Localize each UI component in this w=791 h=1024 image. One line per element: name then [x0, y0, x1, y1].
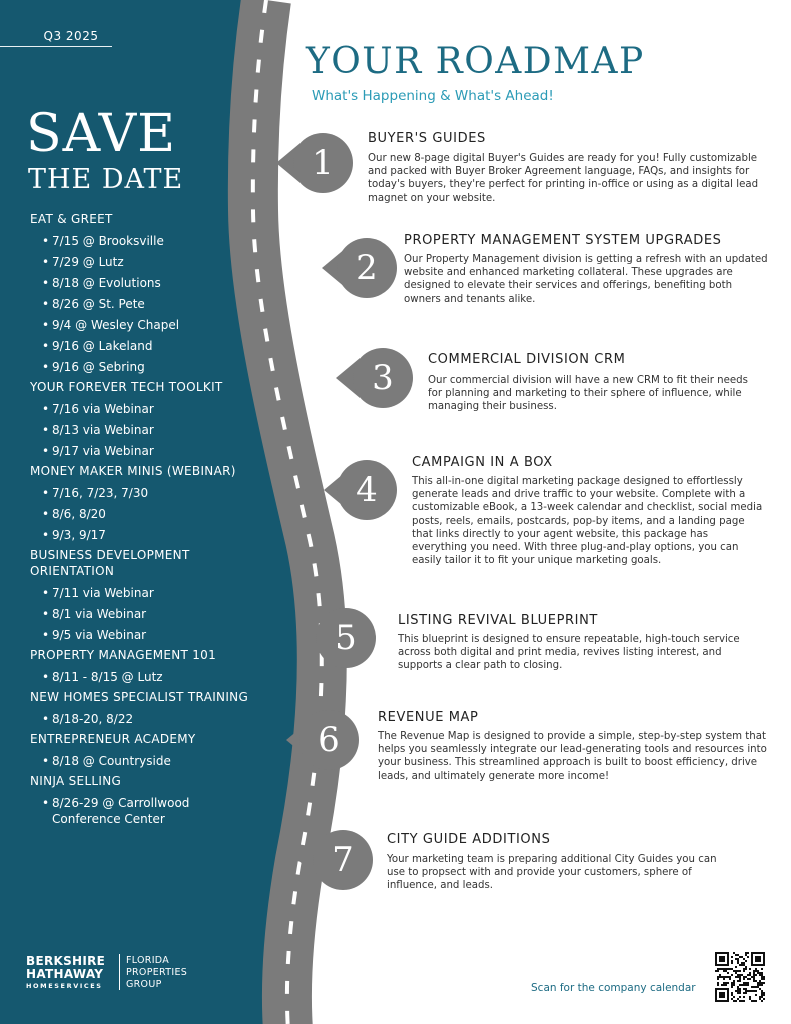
qr-module	[755, 980, 757, 982]
qr-module	[755, 994, 757, 996]
qr-module	[731, 982, 733, 984]
qr-module	[753, 972, 755, 974]
qr-module	[743, 968, 745, 970]
event-date-item	[30, 233, 252, 249]
qr-module	[741, 974, 743, 976]
bullet-icon: •	[42, 276, 50, 290]
qr-module	[747, 952, 749, 954]
milestone-number-4: 4	[356, 470, 378, 510]
bullet-icon: •	[42, 754, 50, 768]
qr-finder-center	[719, 956, 725, 962]
qr-module	[725, 970, 727, 972]
qr-module	[763, 976, 765, 978]
qr-finder-center	[755, 956, 761, 962]
qr-module	[759, 988, 761, 990]
qr-module	[733, 952, 735, 954]
qr-module	[749, 974, 751, 976]
qr-module	[761, 976, 763, 978]
qr-module	[761, 1000, 763, 1002]
qr-module	[731, 984, 733, 986]
qr-module	[749, 968, 751, 970]
event-group-title: MONEY MAKER MINIS (WEBINAR)	[30, 464, 236, 478]
qr-module	[737, 976, 739, 978]
the-date-heading: THE DATE	[28, 164, 184, 195]
event-date-item	[30, 359, 252, 375]
qr-module	[733, 1000, 735, 1002]
qr-module	[737, 958, 739, 960]
qr-module	[735, 976, 737, 978]
event-date-text: 7/29 @ Lutz	[52, 255, 124, 269]
bullet-icon: •	[42, 444, 50, 458]
qr-module	[763, 982, 765, 984]
events-list	[30, 207, 252, 827]
qr-module	[743, 988, 745, 990]
qr-module	[745, 954, 747, 956]
bullet-icon: •	[42, 586, 50, 600]
roadmap-title: YOUR ROADMAP	[306, 41, 645, 82]
qr-module	[761, 968, 763, 970]
qr-module	[761, 974, 763, 976]
qr-module	[759, 980, 761, 982]
event-date-item	[30, 795, 252, 827]
event-date-text: 9/3, 9/17	[52, 528, 106, 542]
scan-caption: Scan for the company calendar	[531, 982, 696, 994]
qr-module	[763, 992, 765, 994]
bullet-icon: •	[42, 318, 50, 332]
qr-module	[747, 982, 749, 984]
qr-module	[717, 968, 719, 970]
event-group-title: YOUR FOREVER TECH TOOLKIT	[30, 380, 223, 394]
qr-module	[731, 986, 733, 988]
event-date-item	[30, 627, 252, 643]
event-date-item	[30, 485, 252, 501]
qr-module	[761, 982, 763, 984]
bullet-icon: •	[42, 339, 50, 353]
event-date-text: 8/13 via Webinar	[52, 423, 154, 437]
qr-module	[743, 984, 745, 986]
qr-module	[761, 996, 763, 998]
qr-module	[755, 968, 757, 970]
qr-module	[731, 960, 733, 962]
qr-module	[727, 982, 729, 984]
qr-module	[735, 958, 737, 960]
qr-module	[761, 994, 763, 996]
qr-module	[717, 978, 719, 980]
qr-module	[753, 986, 755, 988]
qr-module	[745, 990, 747, 992]
event-group-title: BUSINESS DEVELOPMENT ORIENTATION	[30, 548, 190, 578]
qr-module	[737, 980, 739, 982]
qr-module	[743, 992, 745, 994]
bullet-icon: •	[42, 607, 50, 621]
event-date-text: 8/11 - 8/15 @ Lutz	[52, 670, 163, 684]
qr-module	[739, 970, 741, 972]
event-date-text: 8/6, 8/20	[52, 507, 106, 521]
event-date-item	[30, 669, 252, 685]
event-date-item	[30, 606, 252, 622]
logo-right-line-1: FLORIDA	[126, 955, 170, 966]
qr-module	[719, 968, 721, 970]
qr-module	[739, 992, 741, 994]
event-date-item	[30, 296, 252, 312]
qr-module	[743, 964, 745, 966]
qr-module	[739, 974, 741, 976]
qr-module	[725, 968, 727, 970]
qr-module	[735, 966, 737, 968]
qr-module	[763, 998, 765, 1000]
qr-module	[743, 970, 745, 972]
qr-module	[739, 988, 741, 990]
qr-module	[759, 982, 761, 984]
event-date-item	[30, 585, 252, 601]
qr-module	[717, 982, 719, 984]
qr-module	[725, 976, 727, 978]
qr-module	[739, 956, 741, 958]
milestone-number-6: 6	[318, 720, 340, 760]
item-body-campaign-in-a-box: This all-in-one digital marketing package designed to effortlessly generate leads and drive traffic to your website. Complete with a customizable eBook, a 13-week calendar and checklist, social media posts, reels, emails, postcards, pop-by items, and a landing page that links directly to your agent website, this package has everything you need. With three plug-and-play options, you can easily tailor it to fit your unique marketing goals.	[412, 476, 763, 567]
qr-module	[763, 994, 765, 996]
qr-module	[759, 998, 761, 1000]
qr-module	[737, 986, 739, 988]
qr-module	[761, 978, 763, 980]
qr-module	[745, 992, 747, 994]
qr-module	[751, 990, 753, 992]
qr-module	[741, 964, 743, 966]
event-date-item	[30, 338, 252, 354]
qr-module	[743, 1000, 745, 1002]
qr-module	[745, 960, 747, 962]
item-title-campaign-in-a-box: CAMPAIGN IN A BOX	[412, 455, 553, 470]
item-body-commercial-crm: Our commercial division will have a new CRM to fit their needs for planning and marketing to their sphere of influence, while managing their business.	[428, 375, 748, 413]
qr-code[interactable]	[715, 952, 765, 1002]
qr-module	[751, 1000, 753, 1002]
roadmap-subtitle: What's Happening & What's Ahead!	[312, 88, 554, 104]
event-date-text: 9/16 @ Lakeland	[52, 339, 153, 353]
event-date-text: 7/15 @ Brooksville	[52, 234, 164, 248]
qr-module	[717, 976, 719, 978]
milestone-number-2: 2	[356, 248, 378, 288]
qr-module	[737, 962, 739, 964]
event-date-item	[30, 275, 252, 291]
qr-module	[739, 980, 741, 982]
qr-module	[755, 986, 757, 988]
event-date-text: 9/4 @ Wesley Chapel	[52, 318, 180, 332]
qr-module	[743, 982, 745, 984]
qr-module	[739, 990, 741, 992]
item-body-buyers-guides: Our new 8-page digital Buyer's Guides are ready for you! Fully customizable and packed with Buyer Broker Agreement language, FAQs, and insights for today's buyers, they're perfect for printing in-office or using as a digital lead magnet on your website.	[368, 153, 759, 204]
bullet-icon: •	[42, 796, 50, 810]
bullet-icon: •	[42, 628, 50, 642]
qr-module	[743, 996, 745, 998]
qr-module	[729, 976, 731, 978]
qr-module	[727, 976, 729, 978]
qr-module	[749, 998, 751, 1000]
qr-module	[739, 978, 741, 980]
qr-module	[731, 998, 733, 1000]
qr-module	[721, 968, 723, 970]
qr-module	[733, 982, 735, 984]
qr-module	[753, 970, 755, 972]
qr-module	[723, 982, 725, 984]
qr-module	[757, 982, 759, 984]
event-date-item	[30, 401, 252, 417]
qr-module	[735, 970, 737, 972]
qr-module	[753, 1000, 755, 1002]
event-group-title: PROPERTY MANAGEMENT 101	[30, 648, 217, 662]
qr-module	[761, 984, 763, 986]
qr-module	[747, 974, 749, 976]
qr-module	[761, 972, 763, 974]
qr-module	[757, 984, 759, 986]
event-date-text: 8/1 via Webinar	[52, 607, 147, 621]
event-date-item	[30, 422, 252, 438]
qr-module	[753, 974, 755, 976]
event-date-text: 8/26 @ St. Pete	[52, 297, 145, 311]
qr-module	[735, 1000, 737, 1002]
qr-module	[737, 988, 739, 990]
qr-module	[747, 990, 749, 992]
qr-finder-center	[719, 992, 725, 998]
qr-module	[723, 978, 725, 980]
qr-module	[755, 990, 757, 992]
event-group-title: NEW HOMES SPECIALIST TRAINING	[30, 690, 249, 704]
qr-module	[753, 980, 755, 982]
quarter-divider	[0, 46, 112, 47]
qr-module	[745, 966, 747, 968]
qr-module	[737, 992, 739, 994]
qr-module	[723, 984, 725, 986]
quarter-label: Q3 2025	[43, 29, 99, 43]
qr-module	[731, 968, 733, 970]
milestone-number-1: 1	[312, 143, 334, 183]
qr-module	[741, 962, 743, 964]
event-date-item	[30, 317, 252, 333]
bullet-icon: •	[42, 402, 50, 416]
qr-module	[737, 960, 739, 962]
qr-module	[735, 972, 737, 974]
qr-module	[747, 956, 749, 958]
bullet-icon: •	[42, 297, 50, 311]
event-date-text: 8/26-29 @ Carrollwood Conference Center	[52, 796, 190, 826]
qr-module	[731, 992, 733, 994]
qr-module	[749, 972, 751, 974]
item-title-buyers-guides: BUYER'S GUIDES	[368, 131, 486, 146]
qr-module	[737, 990, 739, 992]
qr-module	[717, 984, 719, 986]
qr-module	[725, 982, 727, 984]
qr-module	[745, 976, 747, 978]
qr-module	[733, 984, 735, 986]
item-title-listing-revival: LISTING REVIVAL BLUEPRINT	[398, 613, 598, 628]
item-body-city-guide: Your marketing team is preparing additional City Guides you can use to propsect with and provide your customers, sphere of influence, and leads.	[387, 854, 717, 892]
qr-module	[753, 978, 755, 980]
qr-module	[739, 984, 741, 986]
bullet-icon: •	[42, 486, 50, 500]
qr-module	[729, 978, 731, 980]
qr-module	[753, 990, 755, 992]
logo-right-line-2: PROPERTIES	[126, 967, 188, 978]
event-date-text: 8/18 @ Countryside	[52, 754, 171, 768]
qr-module	[733, 980, 735, 982]
qr-module	[759, 972, 761, 974]
qr-module	[715, 970, 717, 972]
bullet-icon: •	[42, 423, 50, 437]
qr-module	[751, 986, 753, 988]
milestone-number-3: 3	[372, 358, 394, 398]
qr-module	[745, 988, 747, 990]
event-date-text: 9/16 @ Sebring	[52, 360, 145, 374]
company-logo	[26, 955, 105, 992]
qr-module	[751, 976, 753, 978]
qr-module	[761, 992, 763, 994]
qr-module	[761, 990, 763, 992]
qr-module	[743, 976, 745, 978]
event-date-item	[30, 506, 252, 522]
logo-line-1: BERKSHIRE	[26, 954, 106, 968]
qr-module	[759, 974, 761, 976]
qr-module	[745, 952, 747, 954]
qr-module	[739, 976, 741, 978]
logo-divider	[119, 954, 120, 990]
qr-module	[743, 962, 745, 964]
bullet-icon: •	[42, 255, 50, 269]
item-body-property-management: Our Property Management division is getting a refresh with an updated website and enhanced marketing collateral. These upgrades are designed to elevate their services and offerings, benefiting both owners and tenants alike.	[404, 254, 768, 305]
qr-module	[747, 984, 749, 986]
qr-module	[719, 974, 721, 976]
event-date-text: 8/18 @ Evolutions	[52, 276, 161, 290]
qr-module	[739, 996, 741, 998]
item-body-revenue-map: The Revenue Map is designed to provide a simple, step-by-step system that helps you seamlessly integrate our lead-generating tools and resources into your business. This streamlined approach is built to boost efficiency, drive leads, and ultimately generate more income!	[378, 731, 767, 782]
qr-module	[721, 976, 723, 978]
event-date-text: 7/11 via Webinar	[52, 586, 154, 600]
qr-module	[753, 976, 755, 978]
qr-module	[743, 978, 745, 980]
event-date-item	[30, 527, 252, 543]
milestone-number-7: 7	[332, 840, 354, 880]
logo-line-2: HATHAWAY	[26, 967, 104, 981]
qr-module	[755, 974, 757, 976]
qr-module	[733, 996, 735, 998]
qr-module	[727, 972, 729, 974]
bullet-icon: •	[42, 712, 50, 726]
qr-module	[741, 984, 743, 986]
qr-module	[731, 974, 733, 976]
event-date-text: 7/16, 7/23, 7/30	[52, 486, 149, 500]
event-date-item	[30, 254, 252, 270]
milestone-number-5: 5	[335, 618, 357, 658]
save-heading: SAVE	[26, 104, 177, 164]
qr-module	[733, 970, 735, 972]
qr-module	[757, 972, 759, 974]
qr-module	[743, 958, 745, 960]
event-date-text: 9/17 via Webinar	[52, 444, 154, 458]
qr-module	[723, 968, 725, 970]
qr-module	[723, 976, 725, 978]
event-group-title: NINJA SELLING	[30, 774, 122, 788]
qr-module	[737, 970, 739, 972]
item-title-commercial-crm: COMMERCIAL DIVISION CRM	[428, 352, 626, 367]
qr-module	[735, 954, 737, 956]
event-group-title: ENTREPRENEUR ACADEMY	[30, 732, 196, 746]
company-group-name	[126, 955, 187, 991]
event-date-text: 7/16 via Webinar	[52, 402, 154, 416]
event-date-text: 8/18-20, 8/22	[52, 712, 134, 726]
qr-module	[725, 984, 727, 986]
qr-module	[759, 984, 761, 986]
qr-module	[749, 996, 751, 998]
qr-module	[755, 970, 757, 972]
item-title-city-guide: CITY GUIDE ADDITIONS	[387, 832, 551, 847]
qr-module	[749, 978, 751, 980]
qr-module	[745, 968, 747, 970]
qr-module	[755, 1000, 757, 1002]
qr-module	[729, 968, 731, 970]
qr-module	[763, 978, 765, 980]
qr-module	[717, 970, 719, 972]
bullet-icon: •	[42, 360, 50, 374]
event-date-item	[30, 711, 252, 727]
qr-module	[723, 970, 725, 972]
qr-module	[737, 974, 739, 976]
bullet-icon: •	[42, 670, 50, 684]
event-date-item	[30, 443, 252, 459]
qr-module	[737, 998, 739, 1000]
qr-module	[719, 976, 721, 978]
item-body-listing-revival: This blueprint is designed to ensure repeatable, high-touch service across both digital and print media, revives listing interest, and supports a clear path to closing.	[398, 634, 740, 672]
qr-module	[739, 964, 741, 966]
qr-module	[739, 1000, 741, 1002]
event-group-title: EAT & GREET	[30, 212, 113, 226]
qr-module	[721, 984, 723, 986]
qr-module	[731, 994, 733, 996]
qr-module	[745, 984, 747, 986]
qr-module	[759, 996, 761, 998]
qr-module	[745, 982, 747, 984]
event-date-item	[30, 753, 252, 769]
qr-module	[741, 1000, 743, 1002]
event-date-text: 9/5 via Webinar	[52, 628, 147, 642]
qr-module	[731, 956, 733, 958]
bullet-icon: •	[42, 234, 50, 248]
qr-module	[747, 978, 749, 980]
qr-module	[735, 990, 737, 992]
qr-module	[757, 986, 759, 988]
logo-line-3: HOMESERVICES	[26, 982, 103, 990]
qr-module	[727, 968, 729, 970]
bullet-icon: •	[42, 507, 50, 521]
qr-module	[731, 962, 733, 964]
qr-module	[757, 970, 759, 972]
qr-module	[749, 990, 751, 992]
qr-module	[741, 956, 743, 958]
item-title-property-management: PROPERTY MANAGEMENT SYSTEM UPGRADES	[404, 233, 722, 248]
bullet-icon: •	[42, 528, 50, 542]
qr-module	[737, 954, 739, 956]
item-title-revenue-map: REVENUE MAP	[378, 710, 479, 725]
logo-right-line-3: GROUP	[126, 979, 162, 990]
